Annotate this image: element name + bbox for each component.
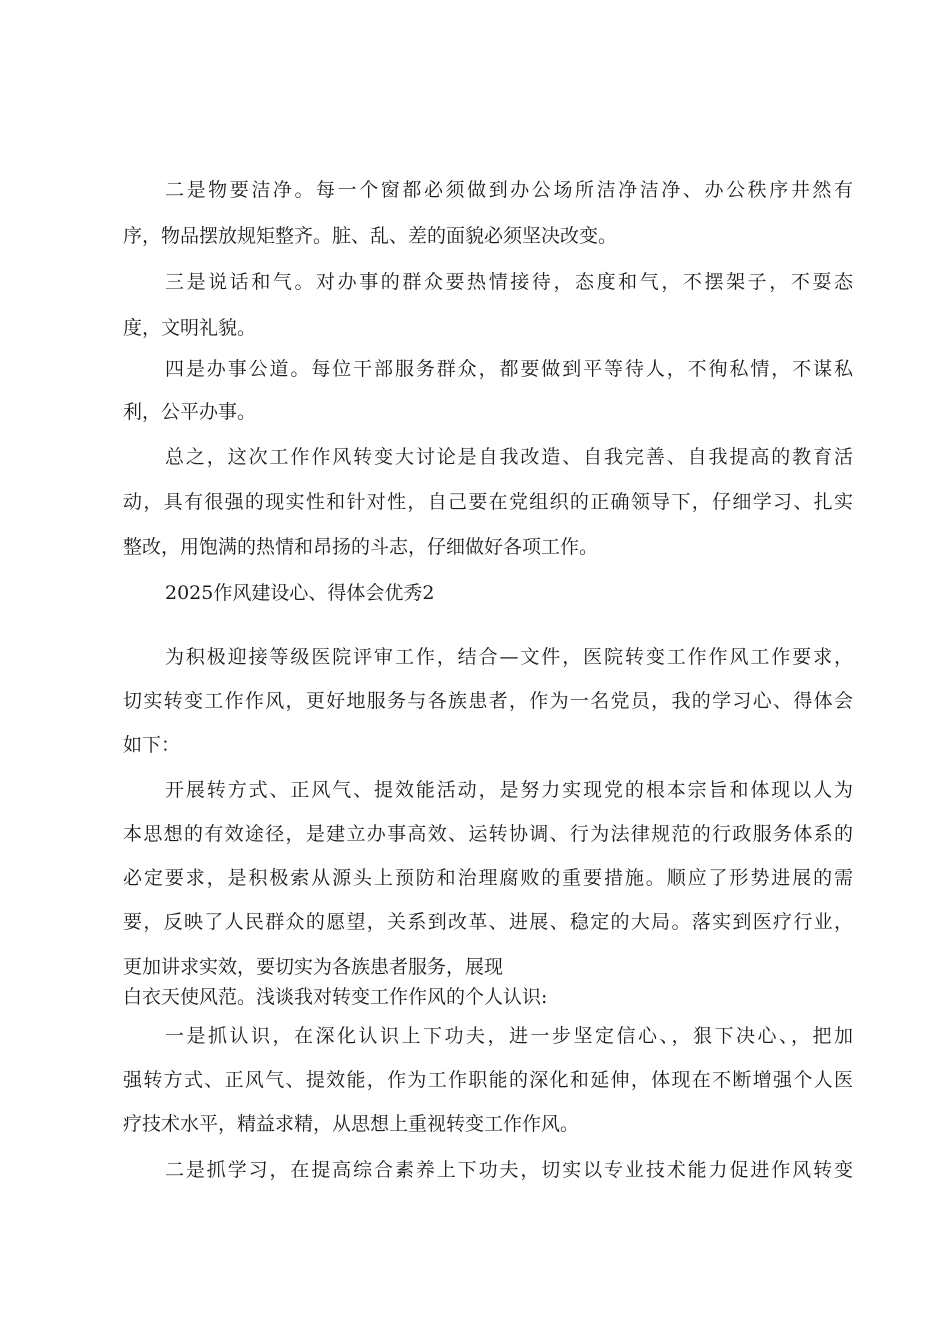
- paragraph-line: 开展转方式、正风气、提效能活动，是努力实现党的根本宗旨和体现以人为: [165, 779, 853, 801]
- paragraph-line: 序，物品摆放规矩整齐。脏、乱、差的面貌必须坚决改变。: [123, 225, 618, 247]
- paragraph-line: 度，文明礼貌。: [123, 317, 257, 339]
- paragraph-line: 如下：: [123, 734, 181, 756]
- paragraph-line: 疗技术水平，精益求精，从思想上重视转变工作作风。: [123, 1113, 580, 1135]
- paragraph-line: 必定要求，是积极索从源头上预防和治理腐败的重要措施。顺应了形势进展的需: [123, 867, 853, 889]
- paragraph-line: 为积极迎接等级医院评审工作，结合—文件，医院转变工作作风工作要求，: [165, 646, 853, 668]
- section-heading: 2025作风建设心、得体会优秀2: [165, 582, 435, 604]
- paragraph-line: 二是抓学习，在提高综合素养上下功夫，切实以专业技术能力促进作风转变: [165, 1159, 853, 1181]
- paragraph-line: 四是办事公道。每位干部服务群众，都要做到平等待人，不徇私情，不谋私: [165, 358, 853, 380]
- paragraph-line: 要，反映了人民群众的愿望，关系到改革、进展、稳定的大局。落实到医疗行业，: [123, 911, 853, 933]
- paragraph-line: 切实转变工作作风，更好地服务与各族患者，作为一名党员，我的学习心、得体会: [123, 690, 853, 712]
- paragraph-line: 更加讲求实效，要切实为各族患者服务，展现: [123, 956, 504, 978]
- paragraph-line: 整改，用饱满的热情和昂扬的斗志，仔细做好各项工作。: [123, 536, 599, 558]
- paragraph-line: 总之，这次工作作风转变大讨论是自我改造、自我完善、自我提高的教育活: [165, 446, 853, 468]
- paragraph-line: 二是物要洁净。每一个窗都必须做到办公场所洁净洁净、办公秩序井然有: [165, 179, 853, 201]
- paragraph-line: 白衣天使风范。浅谈我对转变工作作风的个人认识:: [123, 986, 548, 1008]
- paragraph-line: 强转方式、正风气、提效能，作为工作职能的深化和延伸，体现在不断增强个人医: [123, 1069, 853, 1091]
- paragraph-line: 利，公平办事。: [123, 401, 257, 423]
- paragraph-line: 本思想的有效途径，是建立办事高效、运转协调、行为法律规范的行政服务体系的: [123, 823, 853, 845]
- paragraph-line: 动，具有很强的现实性和针对性，自己要在党组织的正确领导下，仔细学习、扎实: [123, 491, 853, 513]
- paragraph-line: 一是抓认识，在深化认识上下功夫，进一步坚定信心、，狠下决心、，把加: [165, 1025, 853, 1047]
- paragraph-line: 三是说话和气。对办事的群众要热情接待，态度和气，不摆架子，不耍态: [165, 271, 853, 293]
